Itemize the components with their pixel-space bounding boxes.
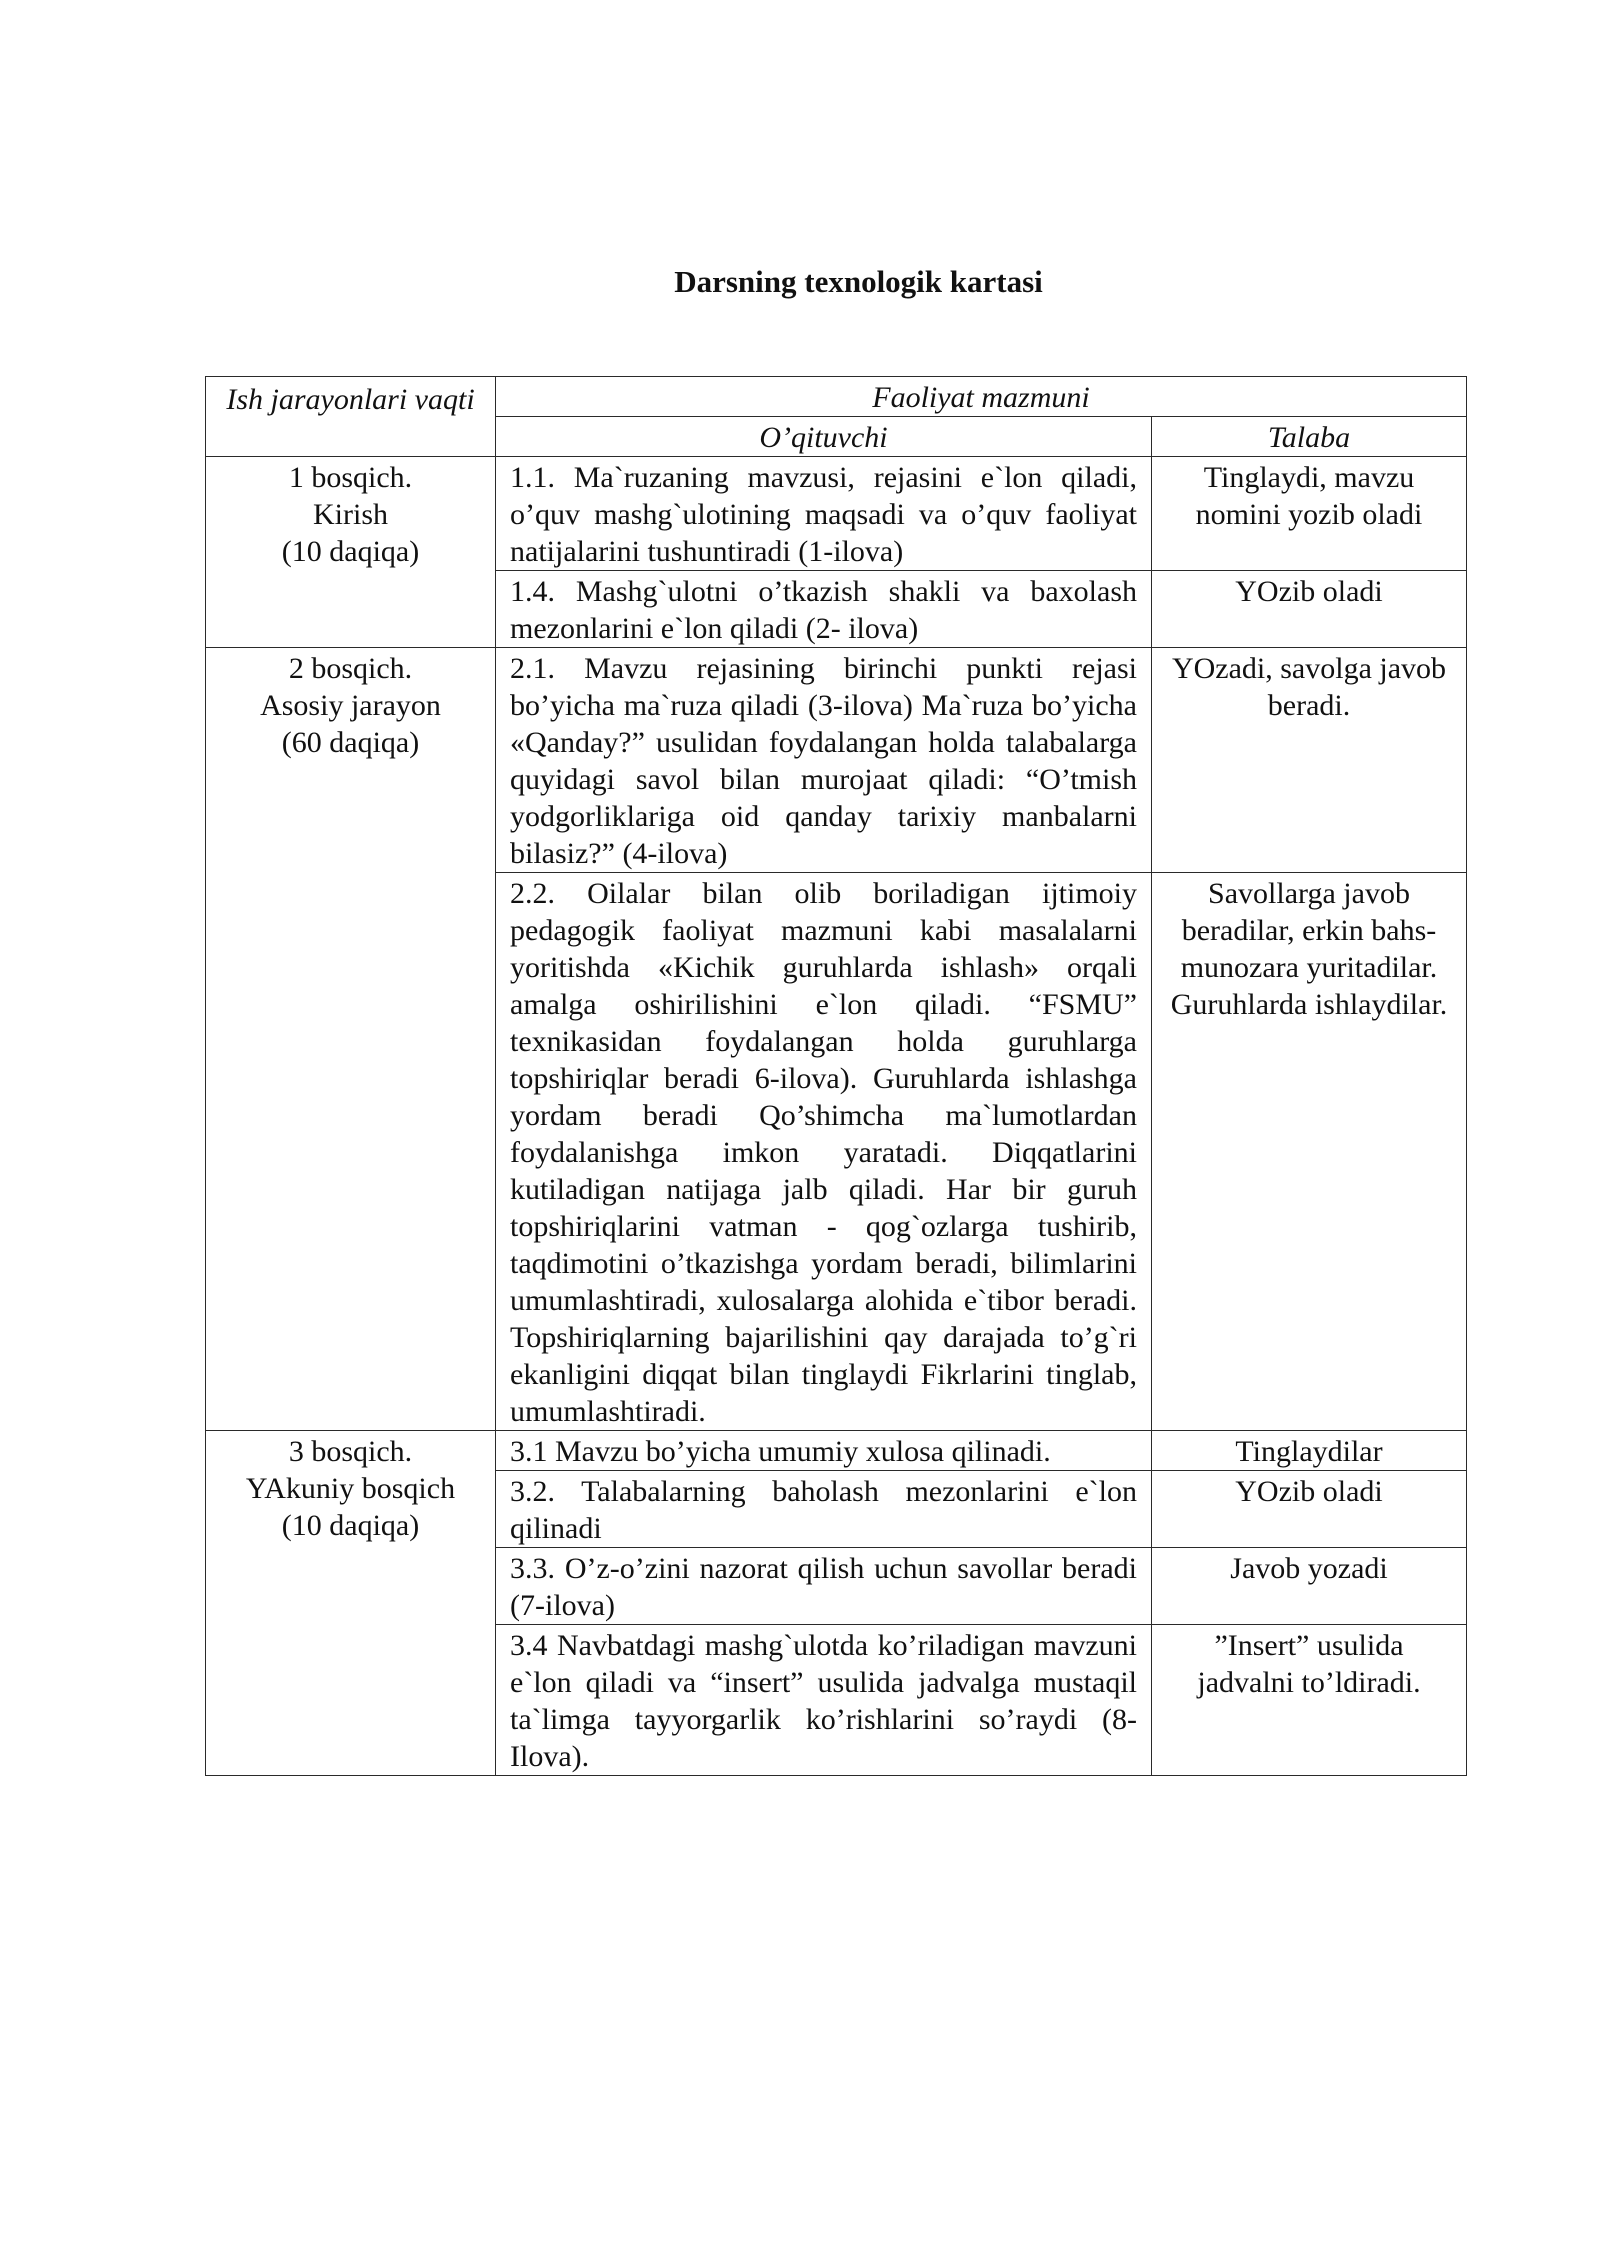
student-activity: Javob yozadi xyxy=(1152,1548,1467,1625)
table-header-row xyxy=(206,377,1467,417)
teacher-activity: 3.2. Talabalarning baholash mezonlarini e`lon qilinadi xyxy=(496,1471,1152,1548)
stage-label: Kirish xyxy=(313,498,388,531)
stage-label: Asosiy jarayon xyxy=(260,689,441,722)
header-activity-content: Faoliyat mazmuni xyxy=(496,377,1467,417)
stage-name: 2 bosqich. xyxy=(288,652,413,685)
stage-name: 1 bosqich. xyxy=(288,461,413,494)
header-stage-time: Ish jarayonlari vaqti xyxy=(206,377,496,457)
stage-cell-3 xyxy=(206,1431,496,1776)
teacher-activity: 2.1. Mavzu rejasining birinchi punkti rejasi bo’yicha ma`ruza qiladi (3-ilova) Ma`ruza bo’yicha «Qanday?” usulidan foydalangan holda talabalarga quyidagi savol bilan murojaat qiladi: “O’tmish yodgorliklariga oid qanday tarixiy manbalarni bilasiz?” (4-ilova) xyxy=(496,648,1152,873)
lesson-plan-table xyxy=(205,376,1467,1776)
table-row xyxy=(206,648,1467,873)
teacher-activity: 3.3. O’z-o’zini nazorat qilish uchun savollar beradi (7-ilova) xyxy=(496,1548,1152,1625)
stage-label: YAkuniy bosqich xyxy=(245,1472,456,1505)
student-activity: Tinglaydi, mavzu nomini yozib oladi xyxy=(1152,457,1467,571)
stage-time: (10 daqiqa) xyxy=(281,1509,420,1542)
teacher-activity: 1.1. Ma`ruzaning mavzusi, rejasini e`lon qiladi, o’quv mashg`ulotining maqsadi va o’quv faoliyat natijalarini tushuntiradi (1-ilova) xyxy=(496,457,1152,571)
stage-name: 3 bosqich. xyxy=(288,1435,413,1468)
stage-cell-1 xyxy=(206,457,496,648)
teacher-activity: 3.1 Mavzu bo’yicha umumiy xulosa qilinadi. xyxy=(496,1431,1152,1471)
teacher-activity: 3.4 Navbatdagi mashg`ulotda ko’riladigan mavzuni e`lon qiladi va “insert” usulida jadvalga mustaqil ta`limga tayyorgarlik ko’rishlarini so’raydi (8-Ilova). xyxy=(496,1625,1152,1776)
stage-cell-2 xyxy=(206,648,496,1431)
student-activity: Tinglaydilar xyxy=(1152,1431,1467,1471)
student-activity: YOzadi, savolga javob beradi. xyxy=(1152,648,1467,873)
header-student: Talaba xyxy=(1152,417,1467,457)
student-activity: YOzib oladi xyxy=(1152,1471,1467,1548)
teacher-activity: 2.2. Oilalar bilan olib boriladigan ijtimoiy pedagogik faoliyat mazmuni kabi masalalarni yoritishda «Kichik guruhlarda ishlash» orqali amalga oshirilishini e`lon qiladi. “FSMU” texnikasidan foydalangan holda guruhlarga topshiriqlar beradi 6-ilova). Guruhlarda ishlashga yordam beradi Qo’shimcha ma`lumotlardan foydalanishga imkon yaratadi. Diqqatlarini kutiladigan natijaga jalb qiladi. Har bir guruh topshiriqlarini vatman - qog`ozlarga tushirib, taqdimotini o’tkazishga yordam beradi, bilimlarini umumlashtiradi, xulosalarga alohida e`tibor beradi. Topshiriqlarning bajarilishini qay darajada to’g`ri ekanligini diqqat bilan tinglaydi Fikrlarini tinglab, umumlashtiradi. xyxy=(496,873,1152,1431)
student-activity: Savollarga javob beradilar, erkin bahs-munozara yuritadilar. Guruhlarda ishlaydilar. xyxy=(1152,873,1467,1431)
page-title: Darsning texnologik kartasi xyxy=(674,264,1043,299)
table-row xyxy=(206,457,1467,571)
stage-time: (60 daqiqa) xyxy=(281,726,420,759)
teacher-activity: 1.4. Mashg`ulotni o’tkazish shakli va baxolash mezonlarini e`lon qiladi (2- ilova) xyxy=(496,571,1152,648)
header-teacher: O’qituvchi xyxy=(496,417,1152,457)
student-activity: ”Insert” usulida jadvalni to’ldiradi. xyxy=(1152,1625,1467,1776)
stage-time: (10 daqiqa) xyxy=(281,535,420,568)
table-row xyxy=(206,1431,1467,1471)
student-activity: YOzib oladi xyxy=(1152,571,1467,648)
